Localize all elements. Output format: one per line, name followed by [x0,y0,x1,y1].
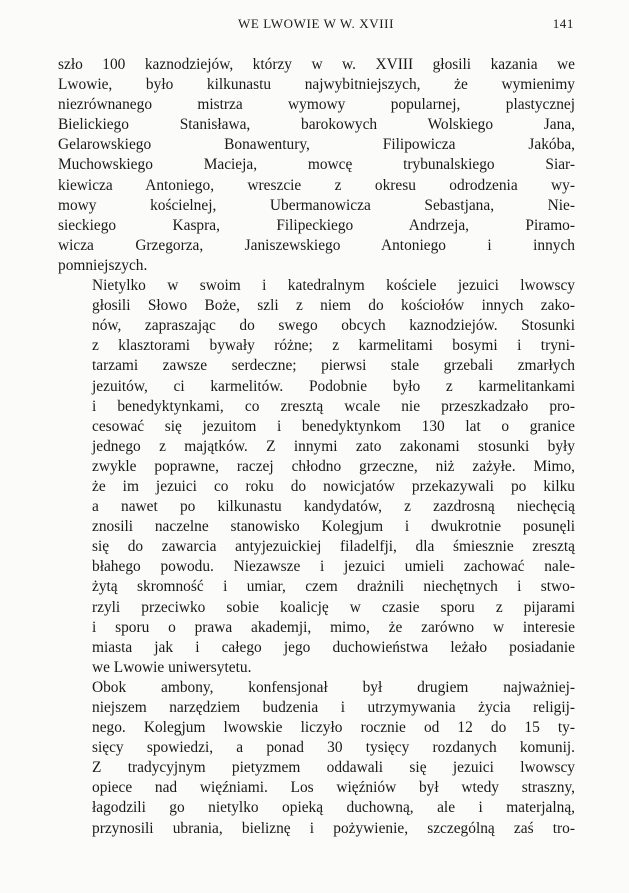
text-line: Nietylko w swoim i katedralnym kościele jezuici lwowscy [92,277,575,295]
text-line: sięcy spowiedzi, a ponad 30 tysięcy rozdanych komunij. [92,739,575,757]
text-line: Lwowie, było kilkunastu najwybitniejszych, że wymienimy [58,76,575,94]
page-number: 141 [552,16,574,31]
text-line: głosili Słowo Boże, szli z niem do kościołów innych zako- [92,297,575,315]
text-line: że im jezuici co roku do nowicjatów przekazywali po kilku [92,477,575,495]
text-line: we Lwowie uniwersytetu. [92,658,252,676]
text-line: tarzami zawsze serdeczne; pierwsi stale grzebali zmarłych [92,357,575,375]
text-line: a nawet po kilkunastu kandydatów, z zazdrosną niechęcią [92,498,575,516]
text-line: jednego z majątków. Z innymi zato zakonami stosunki były [92,437,575,455]
text-line: Z tradycyjnym pietyzmem oddawali się jezuici lwowscy [92,759,575,777]
text-line: nów, zapraszając do swego obcych kaznodziejów. Stosunki [92,317,575,335]
text-line: żytą skromność i umiar, czem drażnili niechętnych i stwo- [92,578,575,596]
text-line: przynosili ubrania, bieliznę i pożywienie, szczególną zaś tro- [92,819,575,837]
text-line: Bielickiego Stanisława, barokowych Wolskiego Jana, [58,116,575,134]
paragraph-2 [58,276,575,678]
text-line: opiece nad więźniami. Los więźniów był wtedy straszny, [92,779,575,797]
text-line: cesować się jezuitom i benedyktynkom 130 lat o granice [92,417,575,435]
body-text [58,55,575,839]
text-line: pomniejszych. [58,256,148,274]
paragraph-3 [58,678,575,839]
text-line: mowy kościelnej, Ubermanowicza Sebastjana, Nie- [58,196,575,214]
text-line: i benedyktynkami, co zresztą wcale nie przeszkadzało pro- [92,397,575,415]
text-line: szło 100 kaznodziejów, którzy w w. XVIII głosili kazania we [58,56,575,73]
text-line: jezuitów, ci karmelitów. Podobnie było z karmelitankami [92,377,575,395]
text-line: kiewicza Antoniego, wreszcie z okresu odrodzenia wy- [58,176,575,194]
running-header [58,16,574,34]
text-line: i sporu o prawa akademji, mimo, że zarówno w interesie [92,618,575,636]
running-title: WE LWOWIE W W. XVIII [237,16,395,31]
text-line: miasta jak i całego jego duchowieństwa leżało posiadanie [92,638,575,656]
text-line: znosili naczelne stanowisko Kolegjum i dwukrotnie posunęli [92,518,575,536]
paragraph-1 [58,55,575,276]
text-line: zwykle poprawne, raczej chłodno grzeczne, niż zażyłe. Mimo, [92,457,575,475]
text-line: Muchowskiego Macieja, mowcę trybunalskiego Siar- [58,156,575,174]
text-line: niezrównanego mistrza wymowy popularnej, plastycznej [58,96,575,114]
text-line: wicza Grzegorza, Janiszewskiego Antoniego i innych [58,236,575,254]
text-line: Gelarowskiego Bonawentury, Filipowicza Jakóba, [58,136,575,154]
text-line: nego. Kolegjum lwowskie liczyło rocznie od 12 do 15 ty- [92,719,575,737]
text-line: błahego powodu. Niezawsze i jezuici umieli zachować nale- [92,558,575,576]
text-line: z klasztorami bywały różne; z karmelitami bosymi i tryni- [92,337,575,355]
text-line: sieckiego Kaspra, Filipeckiego Andrzeja, Piramo- [58,216,575,234]
text-line: się do zawarcia antyjezuickiej filadelfji, dla śmiesznie zresztą [92,538,575,556]
text-line: rzyli przeciwko sobie koalicję w czasie sporu z pijarami [92,598,575,616]
text-line: Obok ambony, konfensjonał był drugiem najważniej- [92,678,575,696]
text-line: łagodzili go nietylko opieką duchowną, ale i materjalną, [92,799,575,817]
text-line: niejszem narzędziem budzenia i utrzymywania życia religij- [92,699,575,716]
